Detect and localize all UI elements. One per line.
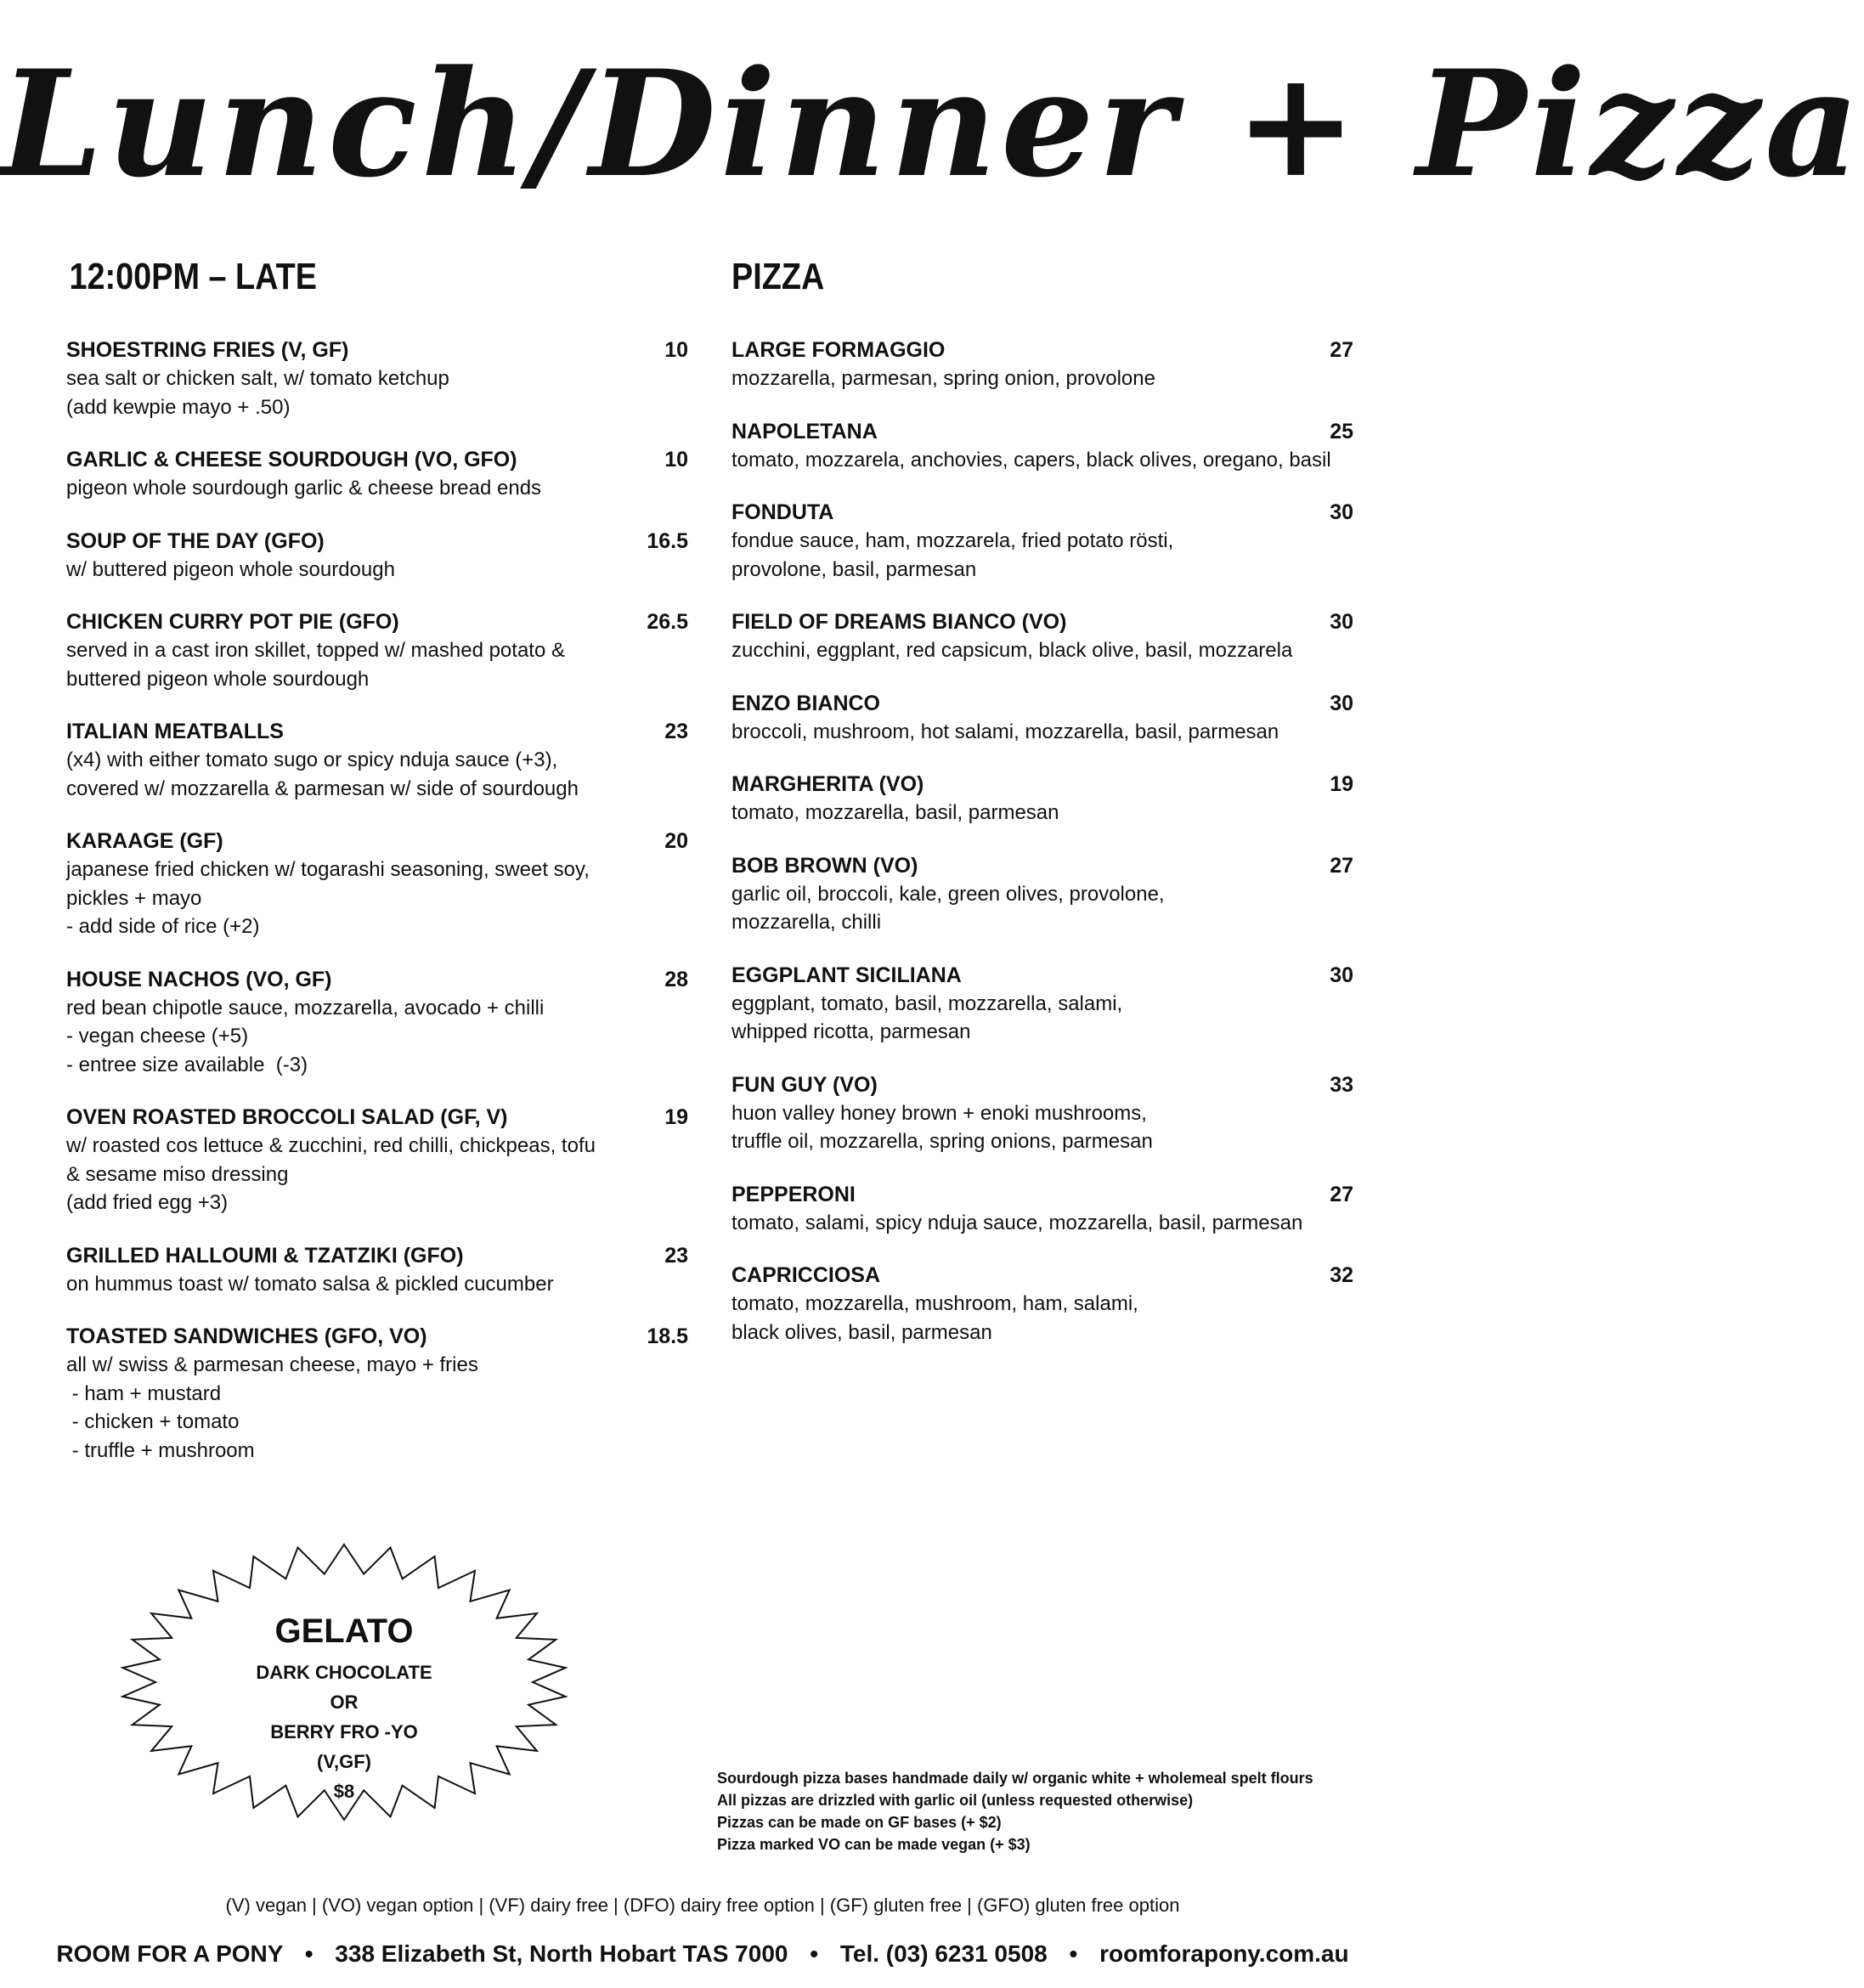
pizza-item <box>731 499 1353 584</box>
dietary-legend: (V) vegan | (VO) vegan option | (VF) dairy free | (DFO) dairy free option | (GF) gluten free | (GFO) gluten free option <box>225 1895 1180 1916</box>
pizza-note: Pizza marked VO can be made vegan (+ $3) <box>717 1836 1031 1853</box>
item-description: broccoli, mushroom, hot salami, mozzarella, basil, parmesan <box>731 720 1279 743</box>
item-description: mozzarella, parmesan, spring onion, provolone <box>731 367 1155 390</box>
menu-item <box>66 1104 688 1217</box>
item-name: MARGHERITA (VO) <box>731 772 924 796</box>
item-name: OVEN ROASTED BROCCOLI SALAD (GF, V) <box>66 1105 508 1129</box>
item-name: GARLIC & CHEESE SOURDOUGH (VO, GFO) <box>66 448 517 472</box>
gelato-line: OR <box>330 1691 359 1713</box>
item-price: 23 <box>664 720 688 743</box>
item-name: ENZO BIANCO <box>731 691 880 715</box>
item-name: PEPPERONI <box>731 1182 856 1206</box>
item-description: w/ roasted cos lettuce & zucchini, red chilli, chickpeas, tofu & sesame miso dressing (add fried egg +3) <box>66 1134 596 1214</box>
item-description: pigeon whole sourdough garlic & cheese bread ends <box>66 477 542 500</box>
item-name: NAPOLETANA <box>731 419 878 443</box>
item-price: 28 <box>664 967 688 991</box>
lunch-dinner-column <box>66 255 688 1489</box>
item-name: CAPRICCIOSA <box>731 1263 881 1287</box>
item-description: tomato, mozzarella, basil, parmesan <box>731 801 1059 824</box>
footer <box>0 1939 1405 1969</box>
item-price: 16.5 <box>647 528 688 553</box>
pizza-note: All pizzas are drizzled with garlic oil (unless requested otherwise) <box>717 1792 1194 1809</box>
item-description: served in a cast iron skillet, topped w/ mashed potato & buttered pigeon whole sourdough <box>66 639 565 691</box>
pizza-item <box>731 1071 1353 1156</box>
pizza-item <box>731 771 1353 827</box>
item-description: all w/ swiss & parmesan cheese, mayo + fries - ham + mustard - chicken + tomato - truffle + mushroom <box>66 1353 478 1462</box>
item-price: 27 <box>1330 853 1353 878</box>
separator-dot: • <box>810 1940 819 1967</box>
item-price: 30 <box>1330 691 1353 715</box>
pizza-note: Sourdough pizza bases handmade daily w/ organic white + wholemeal spelt flours <box>717 1770 1313 1787</box>
gelato-line: BERRY FRO -YO <box>270 1721 418 1742</box>
item-price: 19 <box>1330 772 1353 796</box>
item-price: 25 <box>1330 419 1353 443</box>
pizza-notes <box>717 1767 1363 1855</box>
menu-item <box>66 528 688 585</box>
item-name: FIELD OF DREAMS BIANCO (VO) <box>731 610 1067 634</box>
item-price: 18.5 <box>647 1324 688 1348</box>
gelato-title: GELATO <box>274 1612 414 1650</box>
pizza-item <box>731 336 1353 393</box>
item-name: CHICKEN CURRY POT PIE (GFO) <box>66 610 399 634</box>
menu-title: Lunch/Dinner + Pizza <box>0 37 1864 210</box>
item-name: FUN GUY (VO) <box>731 1072 878 1097</box>
item-price: 23 <box>664 1243 688 1268</box>
item-name: ITALIAN MEATBALLS <box>66 720 284 743</box>
menu-item <box>66 608 688 693</box>
item-price: 27 <box>1330 1182 1353 1206</box>
menu-item <box>66 1242 688 1299</box>
venue-name: ROOM FOR A PONY <box>56 1940 283 1967</box>
item-name: SOUP OF THE DAY (GFO) <box>66 528 325 553</box>
item-description: on hummus toast w/ tomato salsa & pickled cucumber <box>66 1272 554 1296</box>
item-description: (x4) with either tomato sugo or spicy nduja sauce (+3), covered w/ mozzarella & parmesan w/ side of sourdough <box>66 748 579 800</box>
gelato-line: (V,GF) <box>317 1751 371 1772</box>
item-price: 30 <box>1330 500 1353 524</box>
item-name: GRILLED HALLOUMI & TZATZIKI (GFO) <box>66 1243 464 1268</box>
pizza-item <box>731 1262 1353 1347</box>
pizza-item <box>731 690 1353 747</box>
venue-address: 338 Elizabeth St, North Hobart TAS 7000 <box>335 1940 788 1967</box>
venue-website[interactable]: roomforapony.com.au <box>1099 1940 1349 1967</box>
item-name: HOUSE NACHOS (VO, GF) <box>66 967 332 991</box>
item-price: 32 <box>1330 1263 1353 1287</box>
item-name: BOB BROWN (VO) <box>731 853 918 878</box>
menu-item <box>66 966 688 1080</box>
item-description: huon valley honey brown + enoki mushrooms, truffle oil, mozzarella, spring onions, parmesan <box>731 1101 1153 1153</box>
item-name: TOASTED SANDWICHES (GFO, VO) <box>66 1324 427 1348</box>
pizza-column <box>731 255 1353 1371</box>
item-price: 20 <box>664 829 688 853</box>
item-description: tomato, mozzarela, anchovies, capers, black olives, oregano, basil <box>731 448 1331 472</box>
item-name: LARGE FORMAGGIO <box>731 338 946 362</box>
pizza-item <box>731 962 1353 1047</box>
gelato-badge <box>119 1542 569 1822</box>
pizza-item <box>731 608 1353 665</box>
separator-dot: • <box>1069 1940 1078 1967</box>
item-description: red bean chipotle sauce, mozzarella, avocado + chilli - vegan cheese (+5) - entree size available (-3) <box>66 996 545 1076</box>
item-description: tomato, mozzarella, mushroom, ham, salami, black olives, basil, parmesan <box>731 1292 1138 1344</box>
menu-item <box>66 1323 688 1465</box>
item-price: 27 <box>1330 338 1353 362</box>
item-description: w/ buttered pigeon whole sourdough <box>66 557 395 581</box>
item-description: eggplant, tomato, basil, mozzarella, salami, whipped ricotta, parmesan <box>731 991 1123 1043</box>
item-name: SHOESTRING FRIES (V, GF) <box>66 338 349 362</box>
item-price: 30 <box>1330 610 1353 634</box>
item-description: fondue sauce, ham, mozzarela, fried potato rösti, provolone, basil, parmesan <box>731 529 1174 581</box>
gelato-text <box>119 1610 569 1806</box>
venue-phone: Tel. (03) 6231 0508 <box>839 1940 1048 1967</box>
item-price: 30 <box>1330 963 1353 987</box>
pizza-item <box>731 1181 1353 1238</box>
item-price: 19 <box>664 1105 688 1129</box>
pizza-item <box>731 852 1353 937</box>
item-price: 10 <box>664 338 688 362</box>
menu-item <box>66 827 688 941</box>
item-description: japanese fried chicken w/ togarashi seasoning, sweet soy, pickles + mayo - add side of rice (+2) <box>66 858 590 938</box>
menu-item <box>66 336 688 421</box>
section-heading-hours: 12:00PM – LATE <box>69 256 318 297</box>
section-heading-pizza: PIZZA <box>731 256 825 297</box>
separator-dot: • <box>304 1940 313 1967</box>
item-description: zucchini, eggplant, red capsicum, black olive, basil, mozzarela <box>731 639 1293 662</box>
menu-item <box>66 718 688 803</box>
item-name: EGGPLANT SICILIANA <box>731 963 962 987</box>
item-price: 10 <box>664 448 688 472</box>
item-description: garlic oil, broccoli, kale, green olives, provolone, mozzarella, chilli <box>731 882 1165 934</box>
gelato-price: $8 <box>333 1781 355 1802</box>
item-description: tomato, salami, spicy nduja sauce, mozzarella, basil, parmesan <box>731 1211 1303 1234</box>
item-name: KARAAGE (GF) <box>66 829 223 853</box>
item-description: sea salt or chicken salt, w/ tomato ketchup (add kewpie mayo + .50) <box>66 367 449 419</box>
item-price: 33 <box>1330 1072 1353 1097</box>
pizza-note: Pizzas can be made on GF bases (+ $2) <box>717 1814 1002 1831</box>
item-name: FONDUTA <box>731 500 834 524</box>
menu-item <box>66 446 688 503</box>
gelato-line: DARK CHOCOLATE <box>256 1662 432 1683</box>
item-price: 26.5 <box>647 610 688 634</box>
pizza-item <box>731 418 1353 475</box>
